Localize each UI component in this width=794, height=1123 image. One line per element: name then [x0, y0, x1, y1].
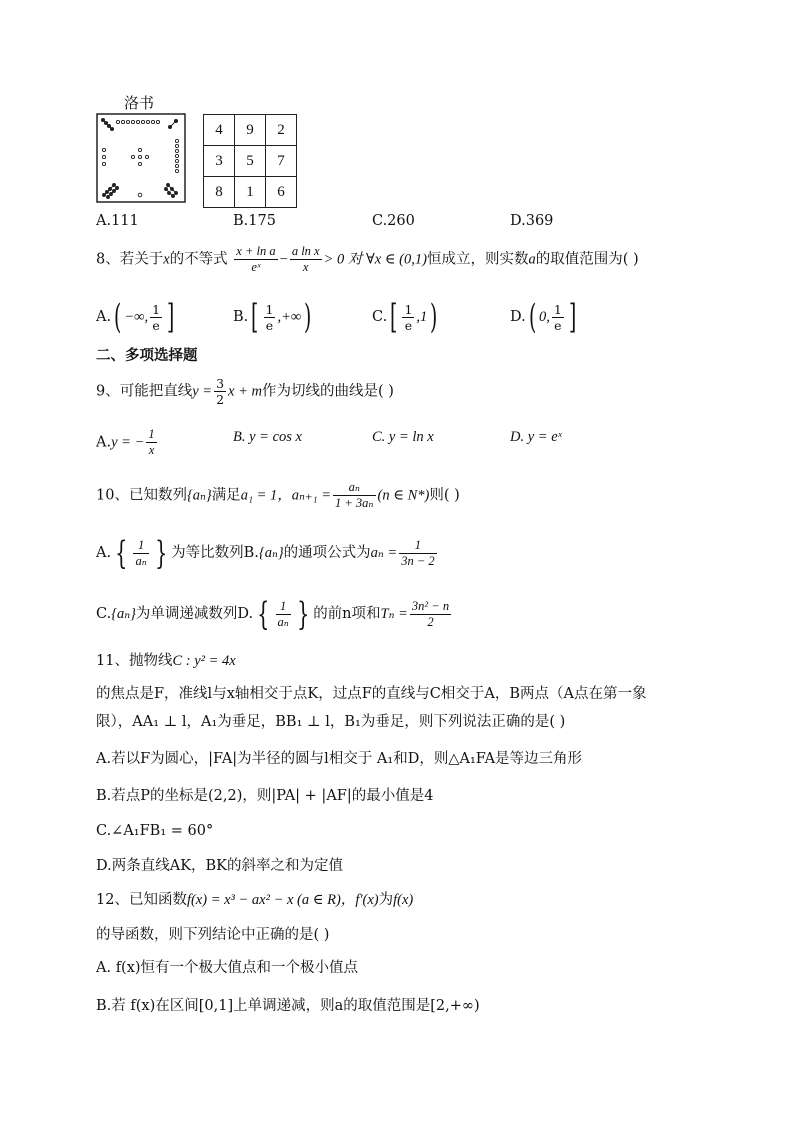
cell: 5 [235, 146, 266, 177]
cell: 4 [204, 115, 235, 146]
q8-stem: 8、若关于x的不等式 $\frac{\text{x + ln a}}{\text{eˣ}}$ − $\frac{\text{a ln x}}{x}$ > 0 对 ∀x ∈ (0,1)恒成立，则实数a的取值范围为( ) [96, 244, 639, 274]
q9-option-c: C. y = ln x [372, 429, 434, 445]
magic-square [203, 114, 297, 208]
q7-option-b: B.175 [233, 213, 276, 229]
q7-option-d: D.369 [510, 213, 554, 229]
q11-line3: 限），AA₁ ⊥ l，A₁为垂足，BB₁ ⊥ l，B₁为垂足，则下列说法正确的是( ) [96, 714, 566, 730]
cell: 3 [204, 146, 235, 177]
q7-option-a: A.111 [96, 213, 139, 229]
q9-option-a: A.y = − $\frac{1}{x}$ [96, 427, 155, 457]
cell: 7 [266, 146, 297, 177]
q8-option-d: D.( 0, $\frac{1}{e}$ ] [510, 297, 577, 337]
q9-option-d: D. y = eˣ [510, 429, 562, 445]
q11-option-d: D.两条直线AK，BK的斜率之和为定值 [96, 858, 344, 874]
q10-options-cd: C.{aₙ}为单调递减数列D. { $\frac{1}{\text{aₙ}}$ } 的前n项和Tₙ = $\frac{\text{3n² − n}}{2}$ [96, 595, 450, 633]
q9-option-b: B. y = cos x [233, 429, 302, 445]
section-heading: 二、多项选择题 [96, 347, 198, 364]
q8-option-c: C.[ $\frac{1}{e}$ ,1) [372, 297, 438, 337]
q9-stem: 9、可能把直线y = $\frac{3}{2}$ x + m作为切线的曲线是( ) [96, 376, 394, 407]
q11-line2: 的焦点是F，准线l与x轴相交于点K，过点F的直线与C相交于A，B两点（A点在第一象 [96, 686, 647, 702]
q12-line2: 的导函数，则下列结论中正确的是( ) [96, 927, 330, 943]
cell: 6 [266, 177, 297, 208]
q11-option-b: B.若点P的坐标是(2,2)，则|PA| + |AF|的最小值是4 [96, 788, 434, 804]
q7-option-c: C.260 [372, 213, 415, 229]
q10-options-ab: A. { $\frac{1}{\text{aₙ}}$ } 为等比数列B.{aₙ}的通项公式为aₙ = $\frac{1}{3n - 2}$ [96, 534, 435, 572]
q11-option-c: C.∠A₁FB₁ = 60° [96, 823, 214, 839]
cell: 8 [204, 177, 235, 208]
cell: 2 [266, 115, 297, 146]
q11-option-a: A.若以F为圆心，|FA|为半径的圆与l相交于 A₁和D，则△A₁FA是等边三角形 [96, 751, 583, 767]
q8-option-b: B.[ $\frac{1}{e}$ ,+∞) [233, 297, 312, 337]
q12-option-a: A. f(x)恒有一个极大值点和一个极小值点 [96, 960, 359, 976]
cell: 1 [235, 177, 266, 208]
q11-stem: 11、抛物线C : y² = 4x [96, 653, 236, 669]
cell: 9 [235, 115, 266, 146]
q8-option-a: A.( −∞, $\frac{1}{e}$ ] [96, 297, 175, 337]
luoshu-title: 洛书 [124, 94, 155, 112]
q10-stem: 10、已知数列{aₙ}满足a₁ = 1，aₙ₊₁ = $\frac{\text{aₙ}}{\text{1 + 3aₙ}}$ (n ∈ N*)则( ) [96, 480, 460, 510]
luoshu-diagram [96, 113, 186, 203]
q12-option-b: B.若 f(x)在区间[0,1]上单调递减，则a的取值范围是[2,+∞) [96, 998, 480, 1014]
q12-stem: 12、已知函数f(x) = x³ − ax² − x (a ∈ R)，f′(x)为f(x) [96, 892, 414, 908]
